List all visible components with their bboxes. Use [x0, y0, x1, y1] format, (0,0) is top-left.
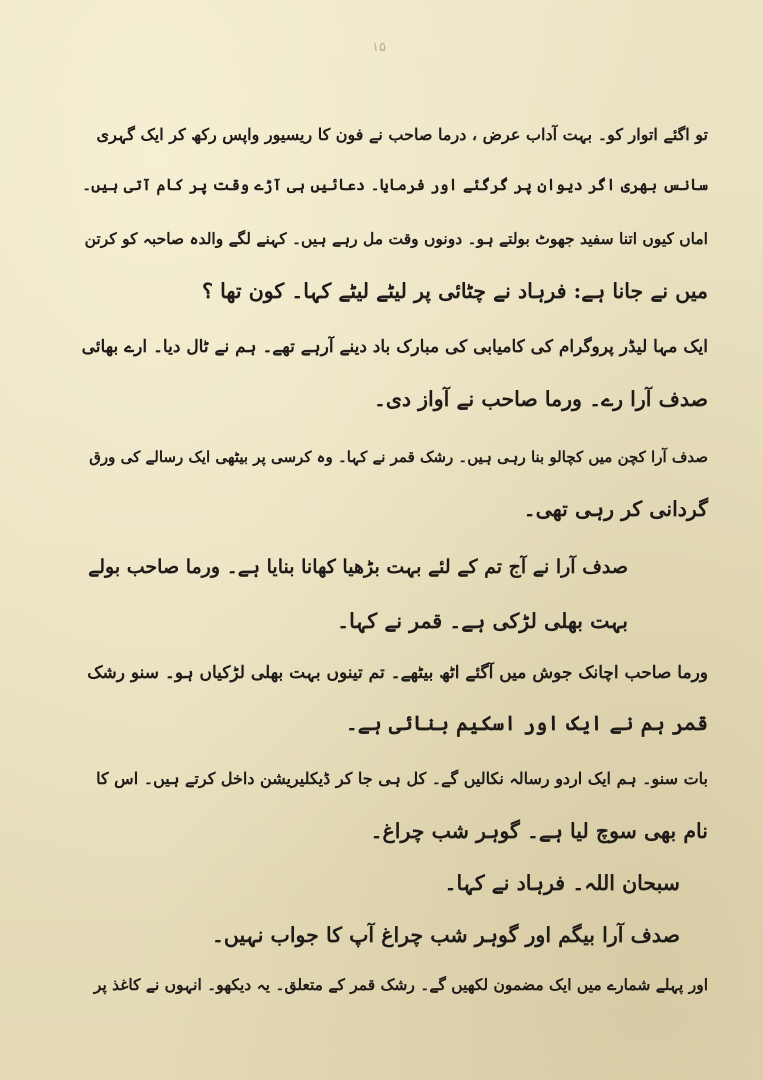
text-line: تو اگئے اتوار کو۔ بہت آداب عرض ، درما صاحب نے فون کا ریسیور واپس رکھ کر ایک گہری [96, 125, 708, 144]
text-line: صدف آرا رے۔ ورما صاحب نے آواز دی۔ [373, 387, 708, 411]
text-line: نام بھی سوچ لیا ہے۔ گوہر شب چراغ۔ [370, 819, 708, 843]
text-line: قمر ہم نے ایک اور اسکیم بنائی ہے۔ [345, 711, 708, 735]
page-number: ۱۵ [372, 40, 386, 55]
text-line: گردانی کر رہی تھی۔ [523, 497, 708, 521]
text-line: میں نے جانا ہے: فرہاد نے چٹائی پر لیٹے لیٹے کہا۔ کون تھا ؟ [202, 279, 708, 303]
text-line: اور پہلے شمارے میں ایک مضمون لکھیں گے۔ رشک قمر کے متعلق۔ یہ دیکھو۔ انہوں نے کاغذ پر [93, 975, 708, 994]
text-line: صدف آرا نے آج تم کے لئے بہت بڑھیا کھانا بنایا ہے۔ ورما صاحب بولے [88, 556, 628, 578]
text-line: بات سنو۔ ہم ایک اردو رسالہ نکالیں گے۔ کل ہی جا کر ڈیکلیریشن داخل کرتے ہیں۔ اس کا [96, 769, 708, 788]
text-line: صدف آرا کچن میں کچالو بنا رہی ہیں۔ رشک قمر نے کہا۔ وہ کرسی پر بیٹھی ایک رسالے کی ورق [89, 448, 708, 466]
text-line: ایک مہا لیڈر پروگرام کی کامیابی کی مبارک باد دینے آرہے تھے۔ ہم نے ٹال دیا۔ ارے بھائی [81, 337, 708, 357]
text-line: سانس بھری اگر دیوان پر گرگئے اور فرمایا۔ دعائیں ہی آڑے وقت پر کام آتی ہیں۔ [82, 175, 708, 194]
text-line: بہت بھلی لڑکی ہے۔ قمر نے کہا۔ [337, 609, 628, 633]
text-line: سبحان اللہ۔ فرہاد نے کہا۔ [444, 871, 680, 895]
text-line: ورما صاحب اچانک جوش میں آگئے اٹھ بیٹھے۔ تم تینوں بہت بھلی لڑکیاں ہو۔ سنو رشک [87, 663, 708, 683]
text-line: اماں کیوں اتنا سفید جھوٹ بولتے ہو۔ دونوں وقت مل رہے ہیں۔ کہنے لگے والدہ صاحبہ کو کرتن [84, 229, 708, 248]
text-line: صدف آرا بیگم اور گوہر شب چراغ آپ کا جواب نہیں۔ [211, 923, 680, 947]
